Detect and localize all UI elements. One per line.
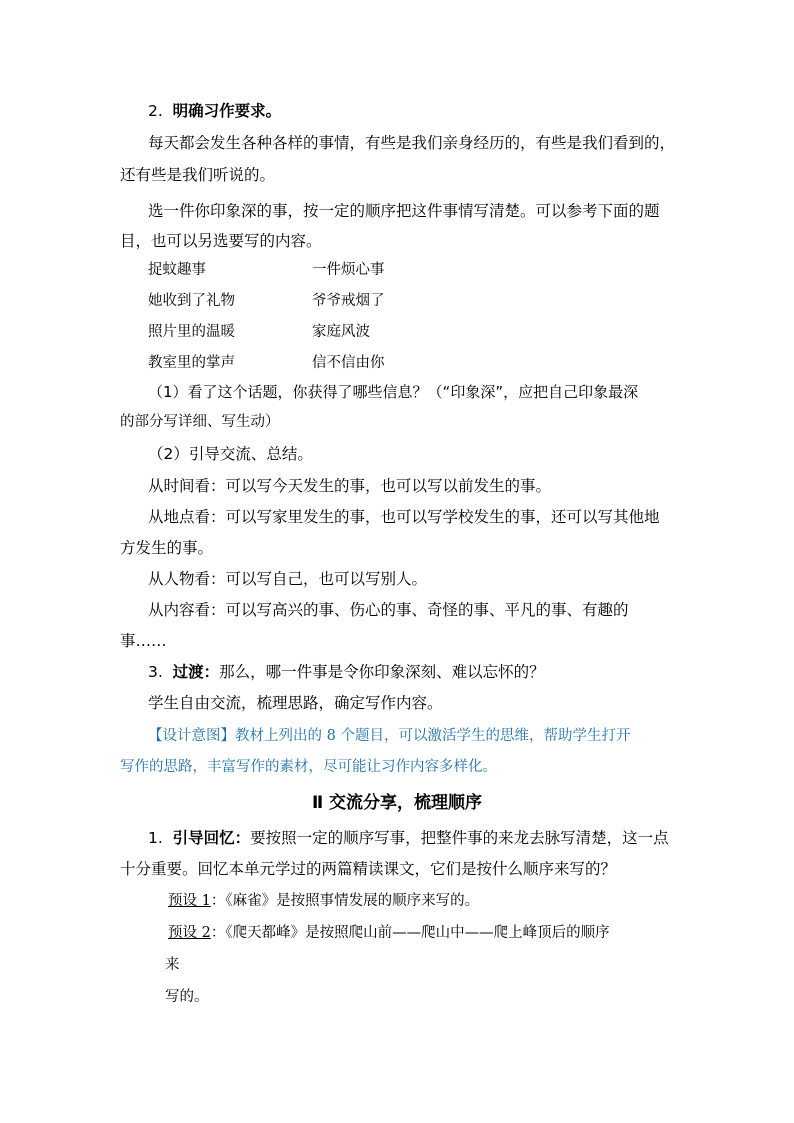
paragraph-line: 学生自由交流，梳理思路，确定写作内容。 (148, 694, 443, 712)
section-number: 2. (148, 102, 163, 120)
recall-heading (148, 831, 669, 847)
topic-item: 教室里的掌声 (148, 355, 235, 371)
topic-item: 她收到了礼物 (148, 293, 235, 309)
section-text: 那么，哪一件事是令你印象深刻、难以忘怀的？ (219, 663, 545, 681)
section-3-heading (148, 665, 545, 681)
paragraph-line: 每天都会发生各种各样的事情，有些是我们亲身经历的，有些是我们看到的， (148, 134, 676, 152)
design-intent-line: 写作的思路，丰富写作的素材，尽可能让习作内容多样化。 (120, 759, 497, 775)
preset-2-continued: 来 (165, 957, 180, 973)
question-2: （2）引导交流、总结。 (148, 445, 313, 463)
section-title: 引导回忆： (172, 829, 251, 847)
topic-item: 爷爷戒烟了 (312, 293, 385, 309)
paragraph-line: 选一件你印象深的事，按一定的顺序把这件事情写清楚。可以参考下面的题 (148, 202, 660, 220)
paragraph-line: 还有些是我们听说的。 (120, 166, 276, 184)
preset-1 (168, 894, 479, 909)
section-number: 3. (148, 663, 163, 681)
question-1-line: （1）看了这个话题，你获得了哪些信息？（“印象深”，应把自己印象最深 (148, 383, 639, 401)
preset-text: ：《麻雀》是按照事情发展的顺序来写的。 (210, 893, 480, 909)
section-number: 1. (148, 829, 163, 847)
design-intent-line: 【设计意图】教材上列出的 8 个题目，可以激活学生的思维，帮助学生打开 (148, 728, 631, 744)
preset-2 (168, 926, 610, 941)
paragraph-line: 从时间看：可以写今天发生的事，也可以写以前发生的事。 (148, 477, 552, 495)
section-title: 明确习作要求。 (172, 102, 282, 120)
topic-item: 照片里的温暖 (148, 324, 235, 340)
topic-item: 信不信由你 (312, 355, 385, 371)
paragraph-line: 目，也可以另选要写的内容。 (120, 232, 322, 250)
topic-item: 捉蚊趣事 (148, 262, 206, 278)
preset-label: 预设 2 (168, 925, 211, 941)
section-heading: Ⅱ 交流分享，梳理顺序 (311, 793, 483, 813)
paragraph-line: 从地点看：可以写家里发生的事，也可以写学校发生的事，还可以写其他地 (148, 508, 660, 526)
section-text: 要按照一定的顺序写事，把整件事的来龙去脉写清楚，这一点 (250, 829, 669, 847)
preset-text: ：《爬天都峰》是按照爬山前——爬山中——爬上峰顶后的顺序 (210, 925, 610, 941)
paragraph-line: 从人物看：可以写自己，也可以写别人。 (148, 570, 428, 588)
topic-item: 家庭风波 (312, 324, 370, 340)
paragraph-line: 十分重要。回忆本单元学过的两篇精读课文，它们是按什么顺序来写的？ (120, 860, 617, 878)
preset-2-continued: 写的。 (165, 989, 209, 1005)
paragraph-line: 从内容看：可以写高兴的事、伤心的事、奇怪的事、平凡的事、有趣的 (148, 601, 629, 619)
section-title: 过渡： (172, 663, 220, 681)
question-1-line: 的部分写详细、写生动） (120, 414, 280, 430)
preset-label: 预设 1 (168, 893, 211, 909)
paragraph-line: 方发生的事。 (120, 539, 214, 557)
topic-item: 一件烦心事 (312, 262, 385, 278)
paragraph-line: 事…… (120, 632, 167, 650)
section-2-heading (148, 104, 281, 120)
